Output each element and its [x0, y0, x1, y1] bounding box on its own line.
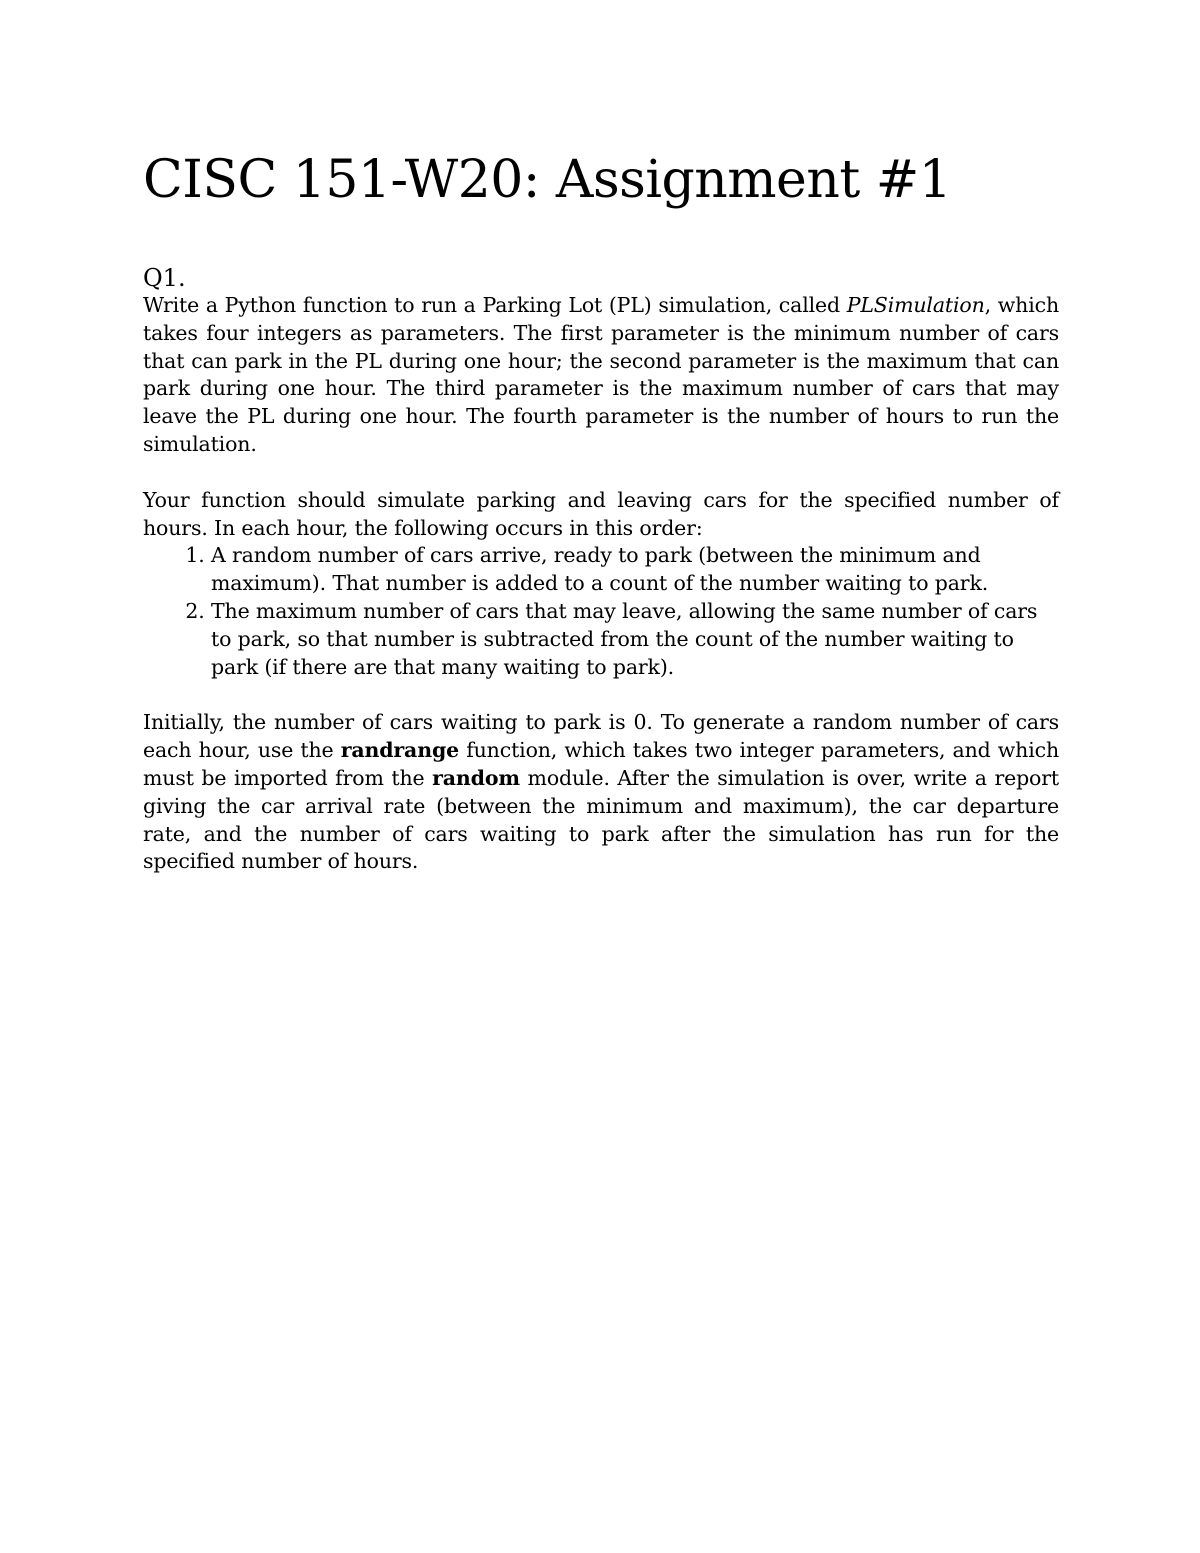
list-item — [211, 542, 1059, 598]
step-text: A random number of cars arrive, ready to park (between the minimum and maximum). That number is added to a count of the number waiting to park. — [211, 543, 989, 596]
initial-text-3: module. After the simulation is over, write a report giving the car arrival rate (between the minimum and maximum), the car departure rate, and the number of cars waiting to park after the simulation has run for the specified number of hours. — [143, 765, 1059, 874]
paragraph-intro — [143, 292, 1059, 459]
paragraph-initial — [143, 709, 1059, 876]
step-text: The maximum number of cars that may leave, allowing the same number of cars to park, so that number is subtracted from the count of the number waiting to park (if there are that many waiting to park). — [211, 598, 1038, 679]
random-keyword: random — [432, 765, 520, 790]
randrange-keyword: randrange — [340, 738, 460, 763]
function-name: PLSimulation — [846, 293, 985, 317]
document-content — [143, 150, 1059, 876]
initial-text-1: Initially, the number of cars waiting to park is 0. To generate a random number of cars each hour, use the — [143, 710, 1059, 763]
list-item — [211, 598, 1059, 681]
intro-text-after: , which takes four integers as parameters. The first parameter is the minimum number of cars that can park in the PL during one hour; the second parameter is the maximum that can park during one hour. The third parameter is the maximum number of cars that may leave the PL during one hour. The fourth parameter is the number of hours to run the simulation. — [143, 293, 1059, 456]
intro-text-before: Write a Python function to run a Parking Lot (PL) simulation, called — [143, 293, 847, 317]
paragraph-simulation: Your function should simulate parking and leaving cars for the specified number of hours. In each hour, the following occurs in this order: — [143, 487, 1059, 540]
initial-text-2: function, which takes two integer parameters, and which must be imported from the — [143, 738, 1059, 790]
question-label: Q1. — [143, 264, 186, 292]
steps-list — [143, 542, 1059, 681]
document-title: CISC 151-W20: Assignment #1 — [143, 150, 952, 210]
